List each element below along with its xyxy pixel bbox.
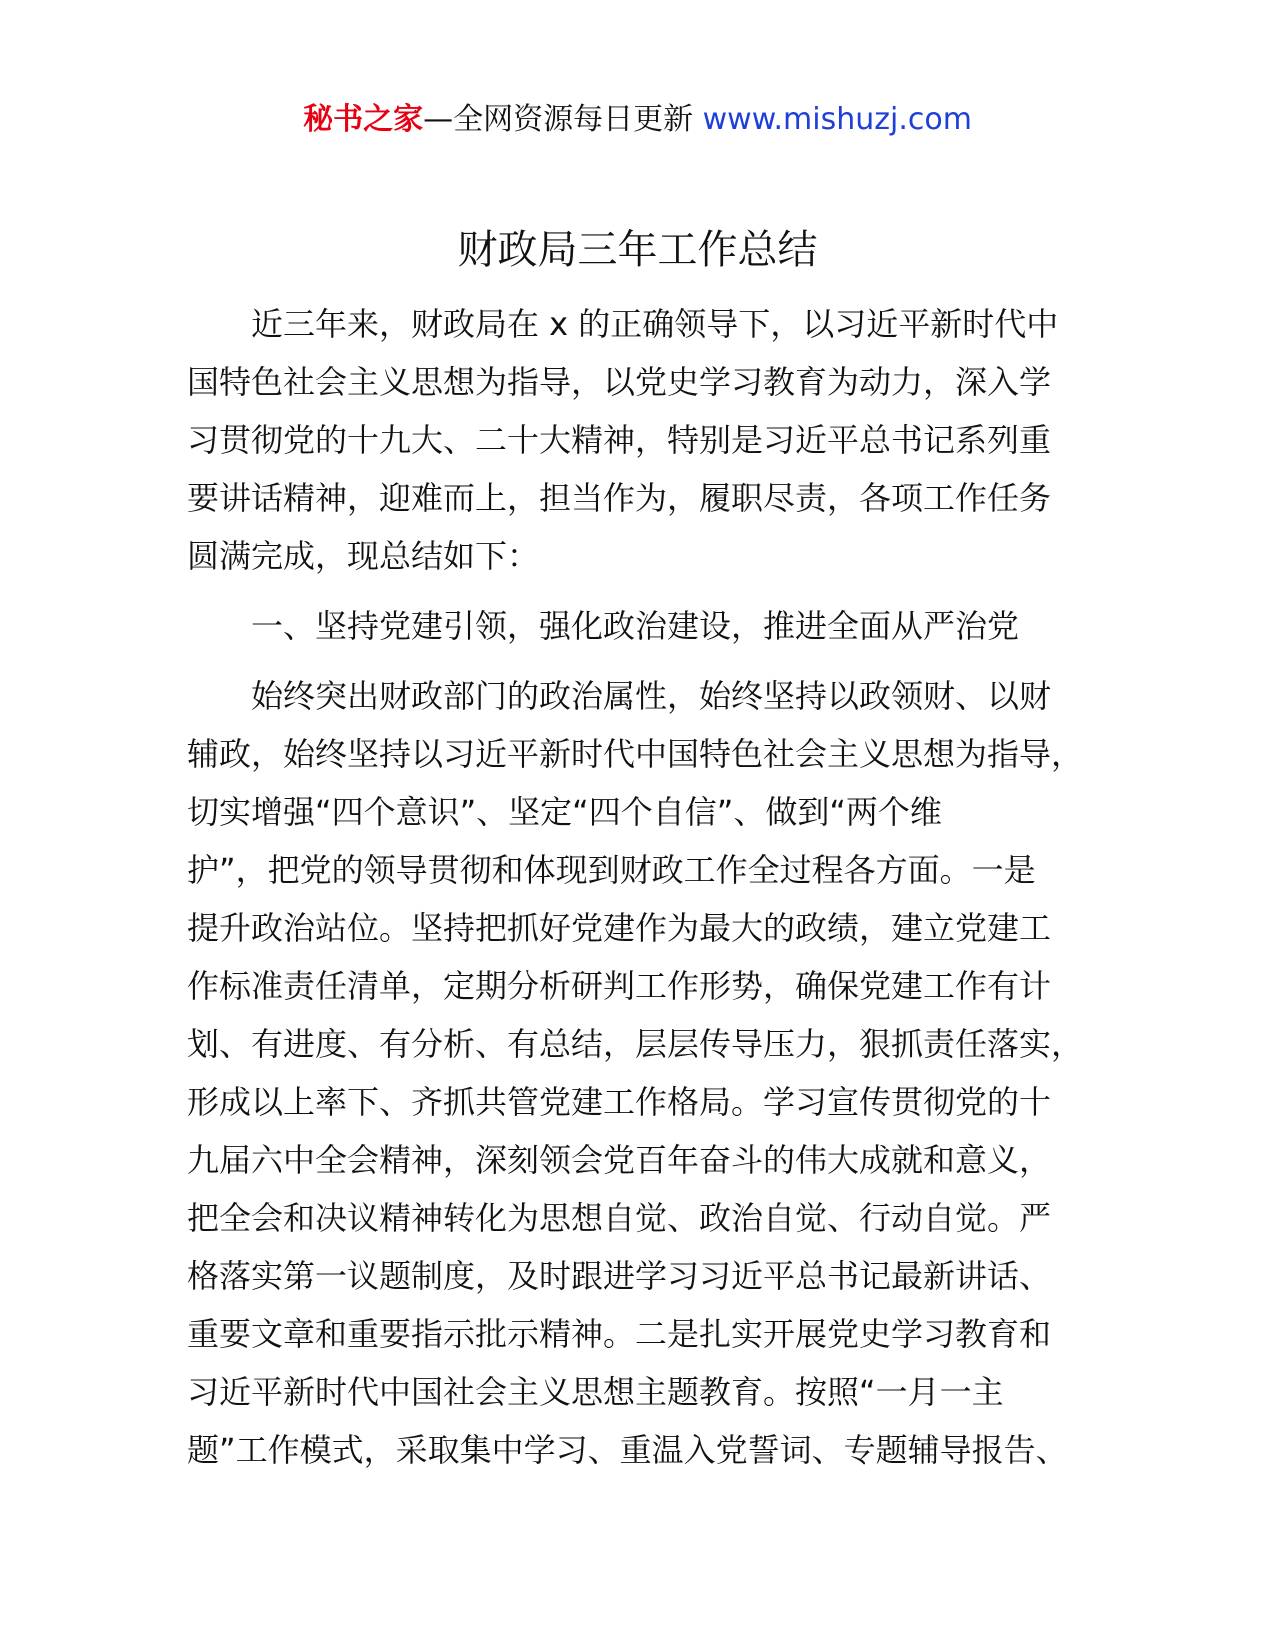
body-line: 作标准责任清单，定期分析研判工作形势，确保党建工作有计	[187, 967, 1052, 1005]
brand-name: 秘书之家	[303, 102, 424, 137]
body-line: 始终突出财政部门的政治属性，始终坚持以政领财、以财	[187, 677, 1052, 715]
site-url-link[interactable]: www.mishuzj.com	[702, 102, 972, 137]
header-slogan: —全网资源每日更新	[423, 102, 703, 137]
document-title: 财政局三年工作总结	[457, 227, 818, 273]
site-header	[0, 100, 1275, 140]
body-line: 形成以上率下、齐抓共管党建工作格局。学习宣传贯彻党的十	[187, 1083, 1052, 1121]
body-line: 近三年来，财政局在 x 的正确领导下，以习近平新时代中	[187, 305, 1059, 343]
body-line: 九届六中全会精神，深刻领会党百年奋斗的伟大成就和意义，	[187, 1141, 1052, 1179]
body-line: 题”工作模式，采取集中学习、重温入党誓词、专题辅导报告、	[187, 1431, 1068, 1469]
body-line: 提升政治站位。坚持把抓好党建作为最大的政绩，建立党建工	[187, 909, 1052, 947]
body-line: 重要文章和重要指示批示精神。二是扎实开展党史学习教育和	[187, 1315, 1052, 1353]
body-line: 格落实第一议题制度，及时跟进学习习近平总书记最新讲话、	[187, 1257, 1052, 1295]
body-line: 习贯彻党的十九大、二十大精神，特别是习近平总书记系列重	[187, 421, 1052, 459]
document-body	[187, 295, 1087, 1479]
body-line: 辅政，始终坚持以习近平新时代中国特色社会主义思想为指导，	[187, 735, 1084, 773]
section-heading: 一、坚持党建引领，强化政治建设，推进全面从严治党	[187, 607, 1020, 645]
body-line: 要讲话精神，迎难而上，担当作为，履职尽责，各项工作任务	[187, 479, 1052, 517]
body-line: 护”，把党的领导贯彻和体现到财政工作全过程各方面。一是	[187, 851, 1036, 889]
body-line: 习近平新时代中国社会主义思想主题教育。按照“一月一主	[187, 1373, 1004, 1411]
body-line: 把全会和决议精神转化为思想自觉、政治自觉、行动自觉。严	[187, 1199, 1052, 1237]
body-line: 划、有进度、有分析、有总结，层层传导压力，狠抓责任落实，	[187, 1025, 1084, 1063]
body-line: 切实增强“四个意识”、坚定“四个自信”、做到“两个维	[187, 793, 942, 831]
body-line: 国特色社会主义思想为指导，以党史学习教育为动力，深入学	[187, 363, 1052, 401]
body-line: 圆满完成，现总结如下：	[187, 537, 540, 575]
